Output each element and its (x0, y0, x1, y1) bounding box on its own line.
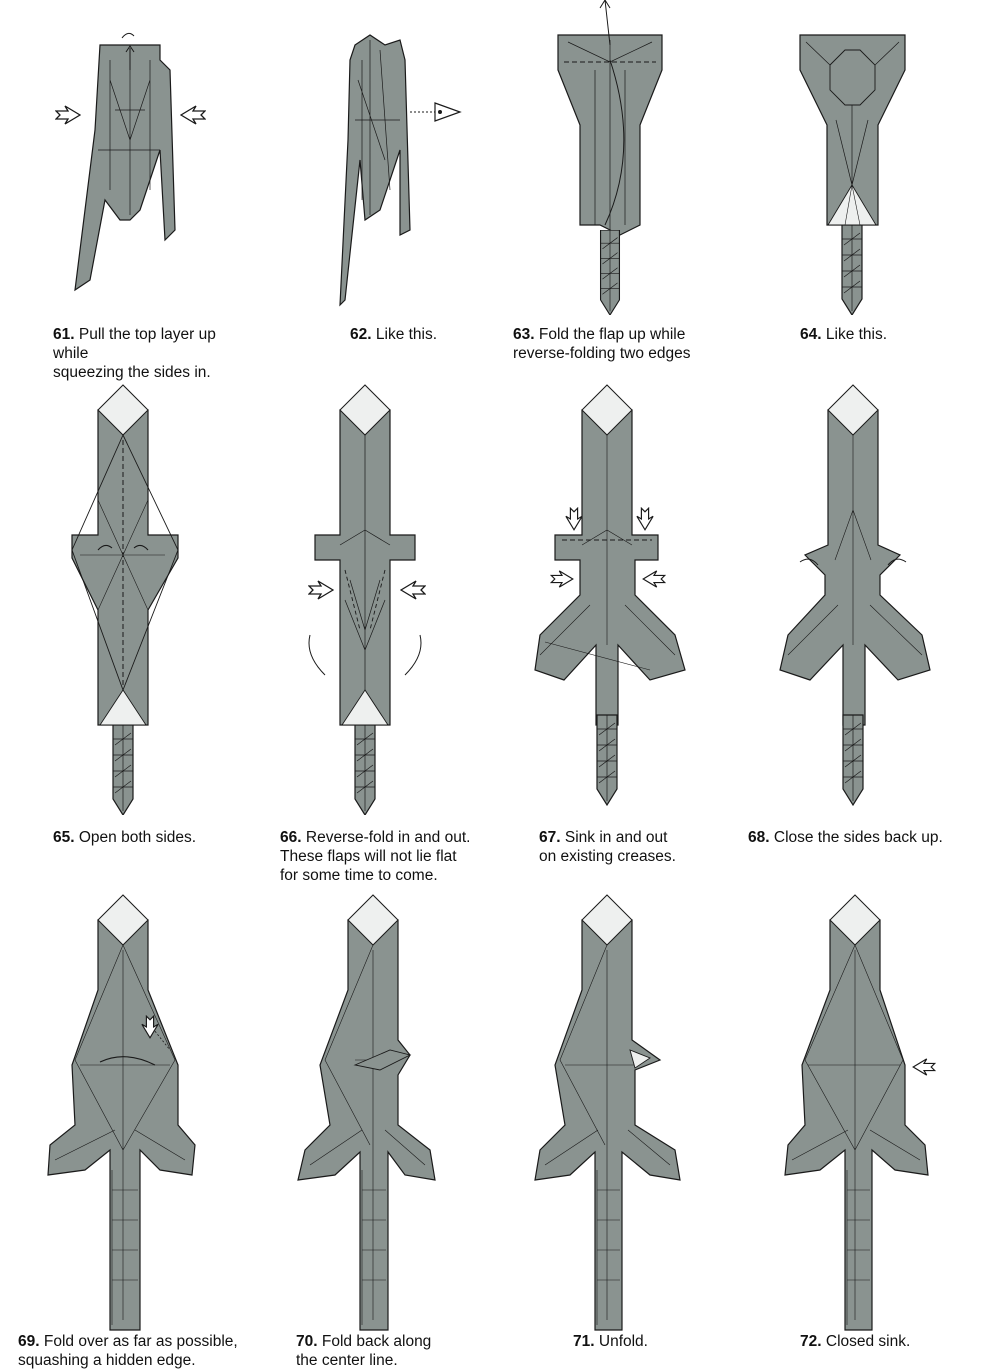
step-72-diagram (750, 890, 1000, 1330)
step-66-diagram (250, 380, 500, 830)
push-down-icon (566, 508, 582, 530)
step-69-caption: 69. Fold over as far as possible, squashing a hidden edge. (18, 1333, 238, 1369)
push-right-icon (309, 581, 333, 599)
step-72-caption: 72. Closed sink. (800, 1333, 911, 1350)
step-67-caption: 67. Sink in and out on existing creases. (539, 829, 676, 865)
step-70 (250, 890, 500, 1372)
step-63-diagram (500, 0, 750, 330)
step-68 (750, 380, 1000, 890)
step-70-caption: 70. Fold back along the center line. (296, 1333, 432, 1369)
step-71-caption: 71. Unfold. (573, 1333, 648, 1350)
step-61-caption: 61. Pull the top layer up while squeezing the sides in. (53, 326, 216, 381)
step-64-caption: 64. Like this. (800, 326, 888, 343)
step-69-diagram (0, 890, 250, 1330)
step-64-diagram (750, 0, 1000, 330)
step-62-caption: 62. Like this. (350, 326, 438, 343)
push-right-icon (56, 106, 80, 124)
step-65-caption: 65. Open both sides. (53, 829, 197, 846)
push-left-icon (643, 571, 665, 587)
push-down-icon (637, 508, 653, 530)
step-61-diagram (0, 0, 250, 330)
push-left-icon (181, 106, 205, 124)
push-left-icon (913, 1059, 935, 1075)
step-68-diagram (750, 380, 1000, 830)
step-71 (500, 890, 750, 1372)
step-70-diagram (250, 890, 500, 1330)
step-62-diagram (250, 0, 500, 330)
step-68-caption: 68. Close the sides back up. (748, 829, 943, 846)
push-right-icon (551, 571, 573, 587)
step-64 (750, 0, 1000, 380)
step-65-diagram (0, 380, 250, 830)
step-63-caption: 63. Fold the flap up while reverse-folding two edges (513, 326, 691, 362)
step-69 (0, 890, 250, 1372)
step-67-diagram (500, 380, 750, 830)
step-66 (250, 380, 500, 890)
step-72 (750, 890, 1000, 1372)
push-left-icon (401, 581, 425, 599)
step-66-caption: 66. Reverse-fold in and out. These flaps will not lie flat for some time to come. (280, 829, 471, 884)
step-71-diagram (500, 890, 750, 1330)
step-61 (0, 0, 250, 380)
step-65 (0, 380, 250, 890)
step-67 (500, 380, 750, 890)
step-63 (500, 0, 750, 380)
step-62 (250, 0, 500, 380)
